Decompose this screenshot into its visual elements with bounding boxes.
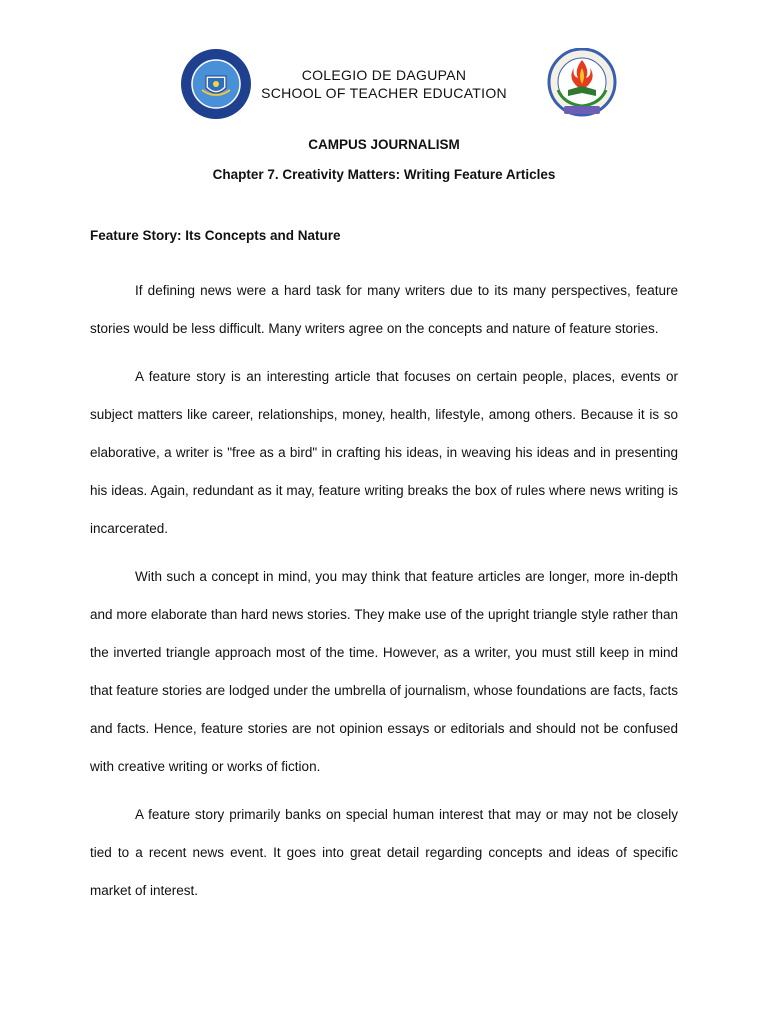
- institution-name: COLEGIO DE DAGUPAN: [301, 67, 467, 83]
- section-heading: Feature Story: Its Concepts and Nature: [90, 228, 341, 243]
- course-title: CAMPUS JOURNALISM: [308, 137, 460, 152]
- paragraph: If defining news were a hard task for many writers due to its many perspectives, feature stories would be less difficult. Many writers agree on the concepts and nature of feature stories.: [90, 283, 678, 336]
- school-name-block: [250, 66, 518, 102]
- letterhead: [0, 48, 768, 128]
- paragraph: With such a concept in mind, you may think that feature articles are longer, more in-depth and more elaborate than hard news stories. They make use of the upright triangle style rather than the inverted triangle approach most of the time. However, as a writer, you must still keep in mind that feature stories are lodged under the umbrella of journalism, whose foundations are facts, facts and facts. Hence, feature stories are not opinion essays or editorials and should not be confused with creative writing or works of fiction.: [90, 569, 678, 774]
- paragraph: A feature story primarily banks on special human interest that may or may not be closely tied to a recent news event. It goes into great detail regarding concepts and ideas of specific market of interest.: [90, 807, 678, 898]
- chapter-title: Chapter 7. Creativity Matters: Writing Feature Articles: [212, 167, 556, 182]
- paragraph: A feature story is an interesting article that focuses on certain people, places, events or subject matters like career, relationships, money, health, lifestyle, among others. Because it is so elaborative, a writer is "free as a bird" in crafting his ideas, in weaving his ideas and in presenting his ideas. Again, redundant as it may, feature writing breaks the box of rules where news writing is incarcerated.: [90, 369, 678, 536]
- college-of-teacher-education-seal-icon: [544, 48, 620, 120]
- colegio-de-dagupan-seal-icon: [180, 48, 252, 120]
- article-body: [90, 272, 678, 920]
- department-name: SCHOOL OF TEACHER EDUCATION: [261, 85, 507, 101]
